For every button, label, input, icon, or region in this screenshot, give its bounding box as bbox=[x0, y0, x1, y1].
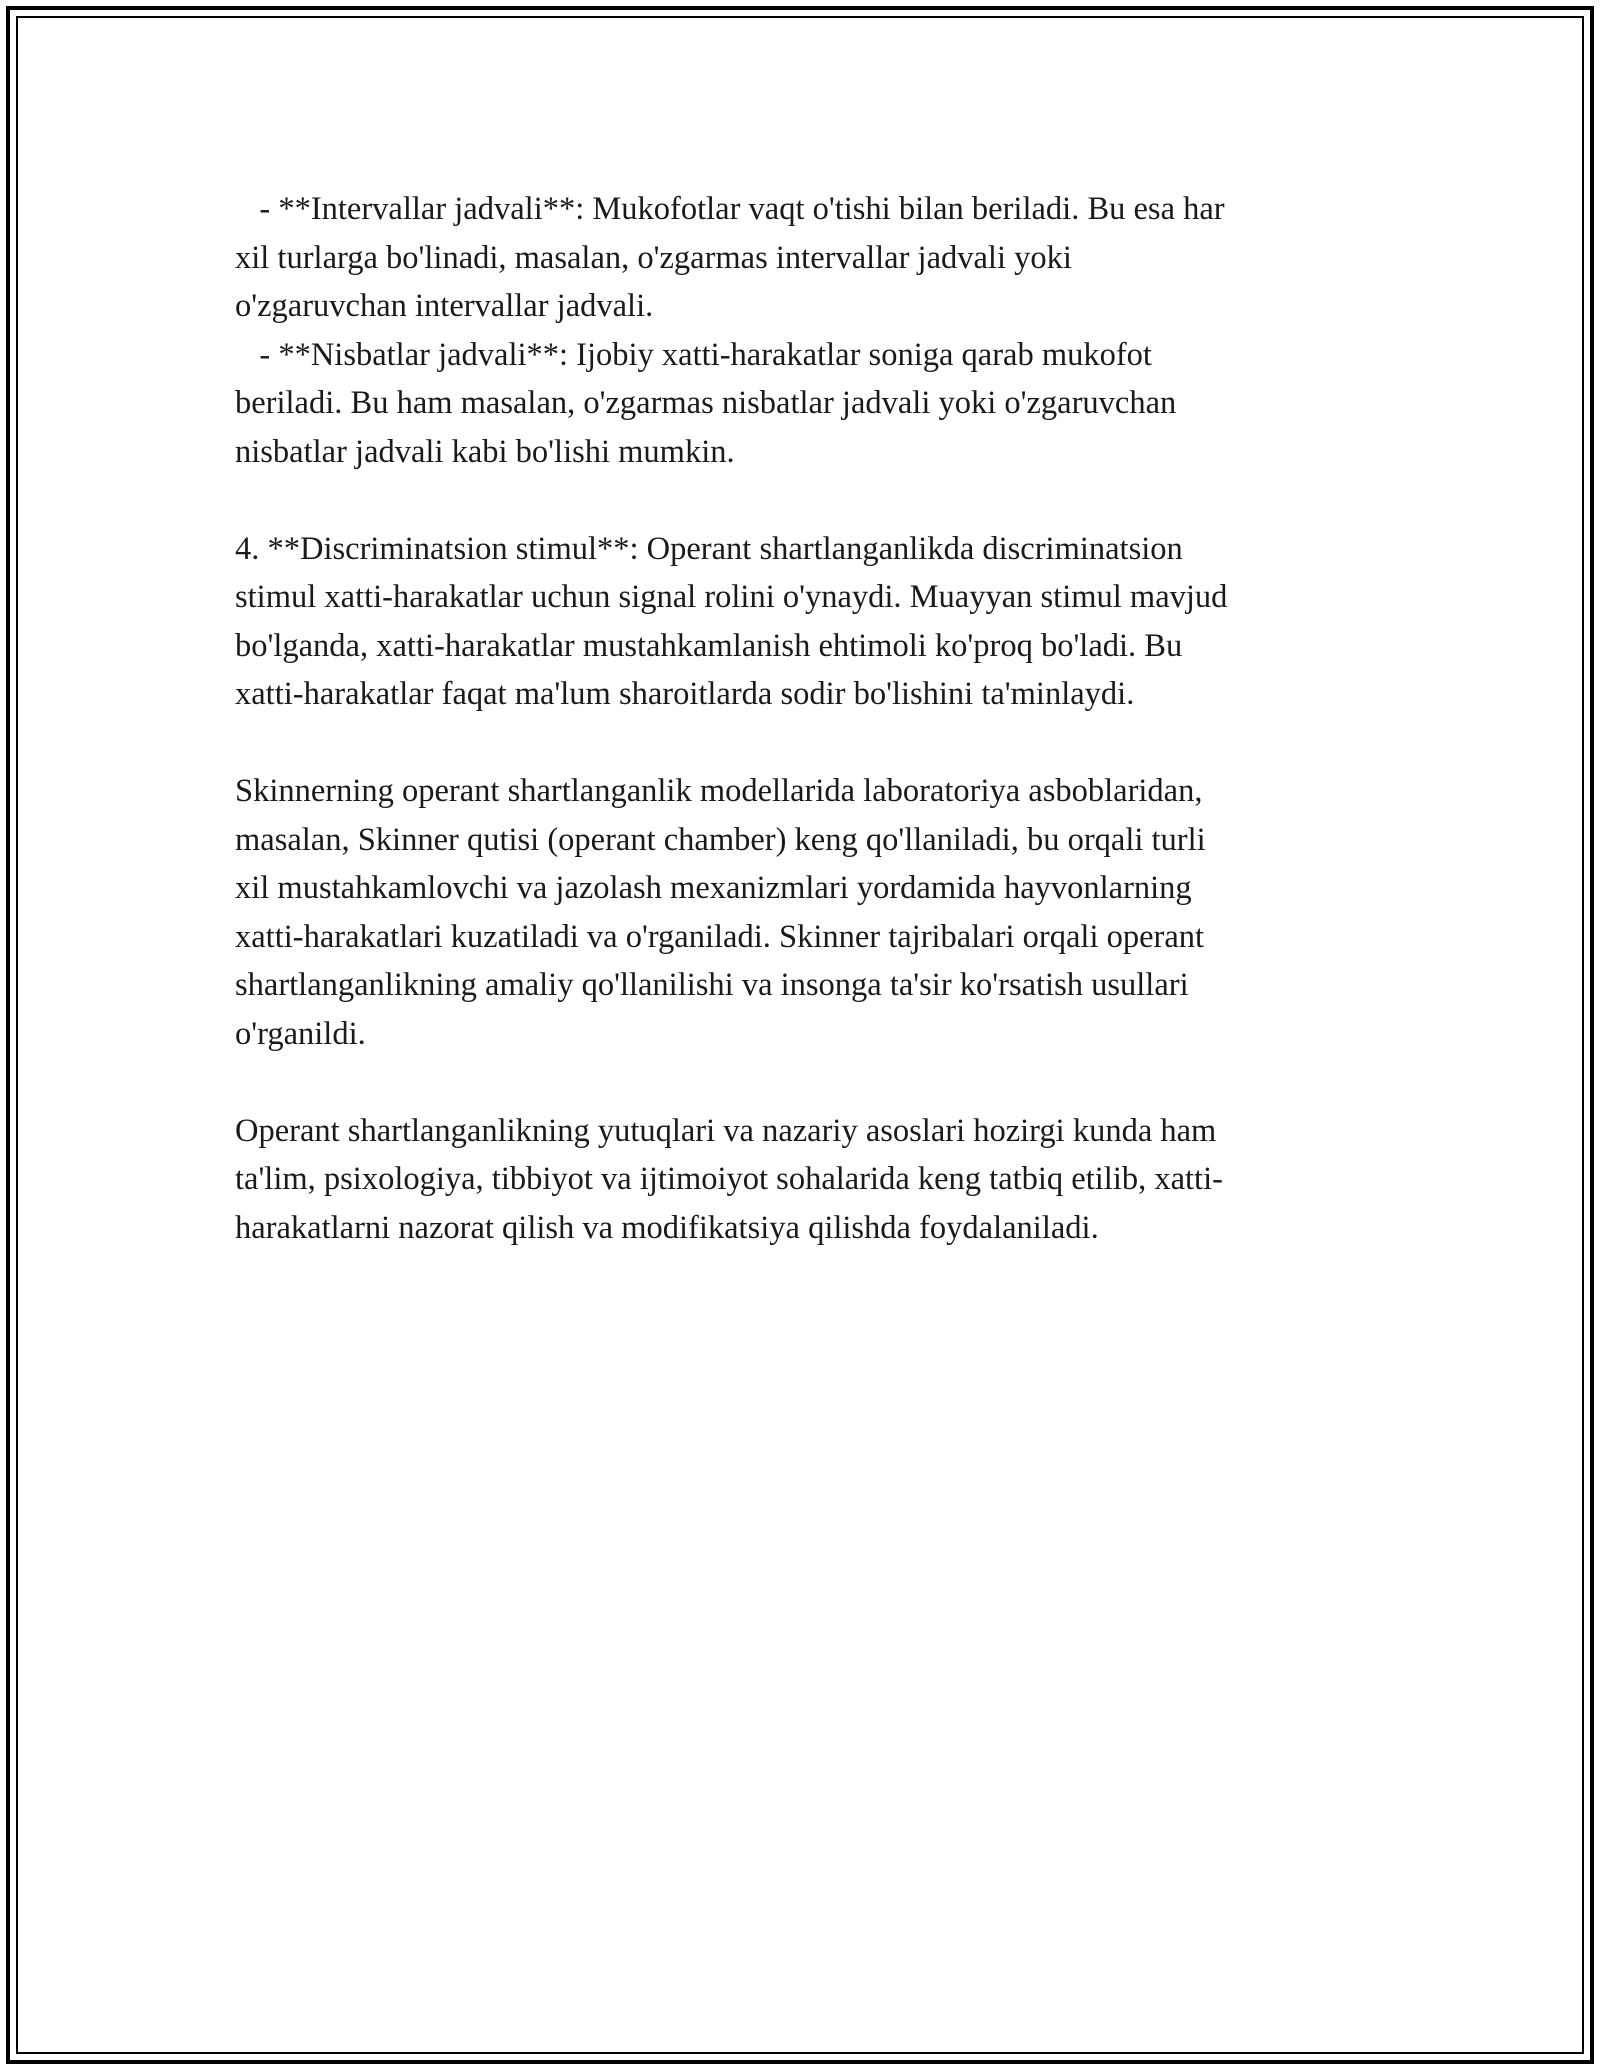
text-line: o'rganildi. bbox=[235, 1015, 366, 1052]
text-line: Operant shartlanganlikning yutuqlari va nazariy asoslari hozirgi kunda ham bbox=[235, 1112, 1217, 1149]
text-line: xatti-harakatlar faqat ma'lum sharoitlarda sodir bo'lishini ta'minlaydi. bbox=[235, 676, 1135, 712]
text-line: beriladi. Bu ham masalan, o'zgarmas nisbatlar jadvali yoki o'zgaruvchan bbox=[235, 385, 1177, 421]
document-body bbox=[235, 185, 1370, 1252]
paragraph-conclusion bbox=[235, 1107, 1370, 1253]
text-line: nisbatlar jadvali kabi bo'lishi mumkin. bbox=[235, 433, 735, 470]
text-line: harakatlarni nazorat qilish va modifikatsiya qilishda foydalaniladi. bbox=[235, 1209, 1099, 1246]
text-line: stimul xatti-harakatlar uchun signal rolini o'ynaydi. Muayyan stimul mavjud bbox=[235, 579, 1228, 615]
text-line: shartlanganlikning amaliy qo'llanilishi va insonga ta'sir ko'rsatish usullari bbox=[235, 967, 1189, 1003]
paragraph-gap bbox=[235, 719, 1370, 768]
text-line: - **Nisbatlar jadvali**: Ijobiy xatti-harakatlar soniga qarab mukofot bbox=[235, 336, 1152, 373]
text-line: bo'lganda, xatti-harakatlar mustahkamlanish ehtimoli ko'proq bo'ladi. Bu bbox=[235, 627, 1183, 664]
paragraph-gap bbox=[235, 476, 1370, 525]
text-line: 4. **Discriminatsion stimul**: Operant shartlanganlikda discriminatsion bbox=[235, 530, 1183, 567]
text-line: - **Intervallar jadvali**: Mukofotlar vaqt o'tishi bilan beriladi. Bu esa har bbox=[235, 191, 1225, 227]
paragraph-schedules bbox=[235, 185, 1370, 476]
text-line: ta'lim, psixologiya, tibbiyot va ijtimoiyot sohalarida keng tatbiq etilib, xatti- bbox=[235, 1161, 1223, 1197]
paragraph-skinner-box bbox=[235, 767, 1370, 1058]
text-line: xil mustahkamlovchi va jazolash mexanizmlari yordamida hayvonlarning bbox=[235, 870, 1192, 906]
paragraph-gap bbox=[235, 1058, 1370, 1107]
paragraph-discriminative-stimulus bbox=[235, 525, 1370, 719]
text-line: masalan, Skinner qutisi (operant chamber) keng qo'llaniladi, bu orqali turli bbox=[235, 821, 1206, 858]
text-line: xil turlarga bo'linadi, masalan, o'zgarmas intervallar jadvali yoki bbox=[235, 239, 1072, 276]
text-line: xatti-harakatlari kuzatiladi va o'rganiladi. Skinner tajribalari orqali operant bbox=[235, 918, 1205, 955]
text-line: Skinnerning operant shartlanganlik modellarida laboratoriya asboblaridan, bbox=[235, 773, 1203, 809]
text-line: o'zgaruvchan intervallar jadvali. bbox=[235, 288, 654, 324]
